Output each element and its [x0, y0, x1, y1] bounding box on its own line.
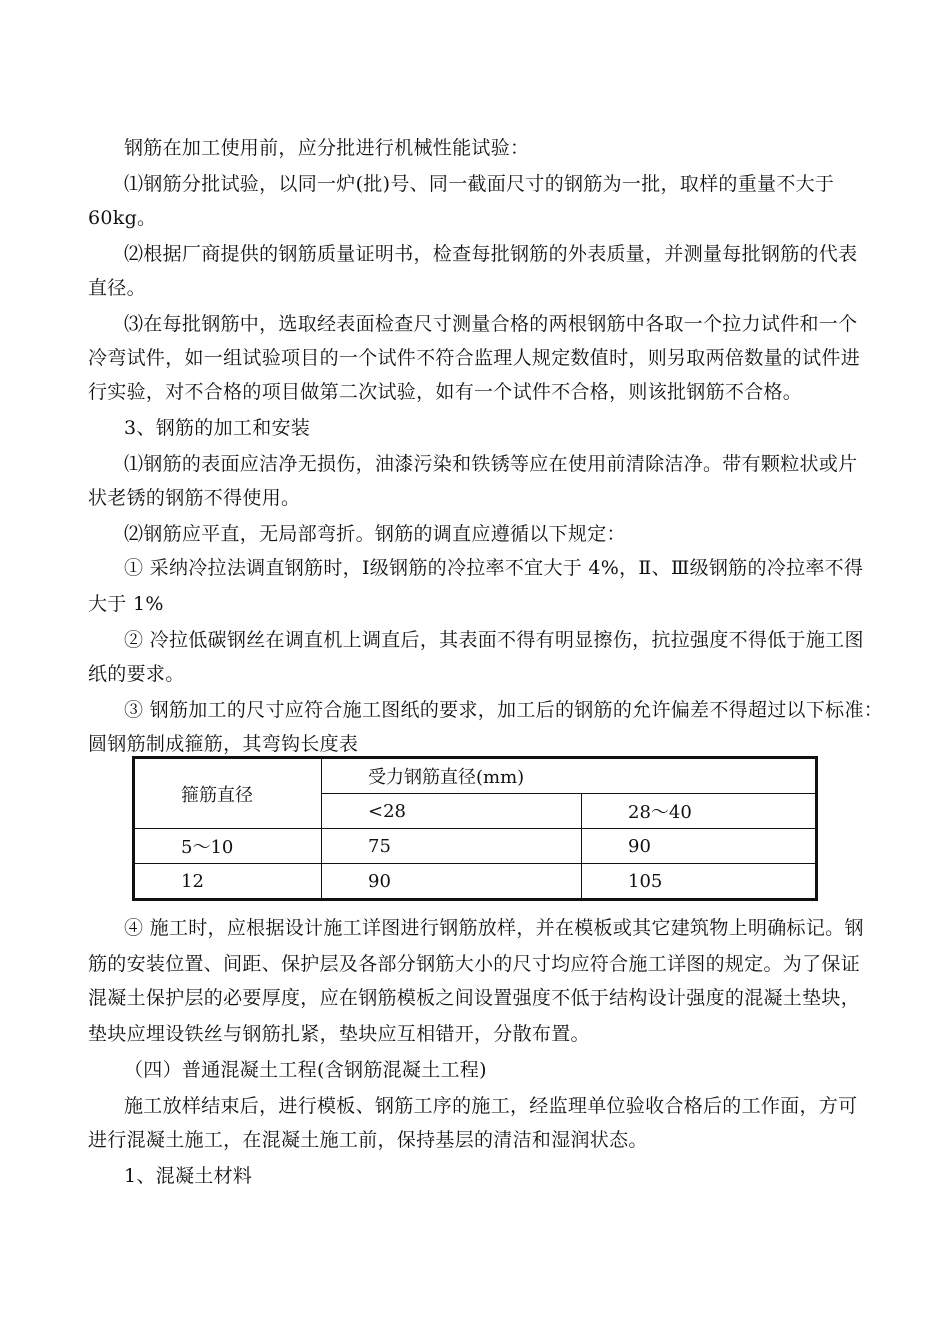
table-cell: 12	[134, 864, 322, 900]
table-row	[134, 829, 817, 864]
paragraph-line: ⑵根据厂商提供的钢筋质量证明书，检查每批钢筋的外表质量，并测量每批钢筋的代表	[124, 243, 858, 265]
table-subheader: 28～40	[582, 794, 817, 829]
paragraph-line: ③ 钢筋加工的尺寸应符合施工图纸的要求，加工后的钢筋的允许偏差不得超过以下标准：	[124, 699, 884, 721]
paragraph-line: 大于 1%	[88, 593, 164, 615]
section-heading: 1、混凝土材料	[124, 1165, 253, 1187]
table-header-group: 受力钢筋直径(mm)	[322, 758, 817, 794]
table-cell: 90	[322, 864, 582, 900]
paragraph-line: ④ 施工时，应根据设计施工详图进行钢筋放样，并在模板或其它建筑物上明确标记。钢	[124, 917, 864, 939]
paragraph-line: 钢筋在加工使用前，应分批进行机械性能试验：	[124, 137, 530, 159]
section-heading: （四）普通混凝土工程(含钢筋混凝土工程)	[124, 1059, 487, 1081]
paragraph-line: 混凝土保护层的必要厚度，应在钢筋模板之间设置强度不低于结构设计强度的混凝土垫块，	[88, 987, 861, 1009]
paragraph-line: ⑴钢筋分批试验，以同一炉(批)号、同一截面尺寸的钢筋为一批，取样的重量不大于	[124, 173, 835, 195]
paragraph-line: 状老锈的钢筋不得使用。	[88, 487, 301, 509]
table-subheader: <28	[322, 794, 582, 829]
paragraph-line: 筋的安装位置、间距、保护层及各部分钢筋大小的尺寸均应符合施工详图的规定。为了保证	[88, 953, 861, 975]
paragraph-line: 直径。	[88, 277, 146, 299]
table-cell: 105	[582, 864, 817, 900]
table-header-stirrup-diameter: 箍筋直径	[134, 758, 322, 829]
stirrup-hook-length-table	[132, 756, 818, 901]
paragraph-line: ⑵钢筋应平直，无局部弯折。钢筋的调直应遵循以下规定：	[124, 523, 626, 545]
table-cell: 5～10	[134, 829, 322, 864]
table-row	[134, 864, 817, 900]
paragraph-line: 纸的要求。	[88, 663, 185, 685]
paragraph-line: 施工放样结束后，进行模板、钢筋工序的施工，经监理单位验收合格后的工作面，方可	[124, 1095, 858, 1117]
section-heading: 3、钢筋的加工和安装	[124, 417, 311, 439]
table-caption: 圆钢筋制成箍筋，其弯钩长度表	[88, 733, 359, 755]
table-cell: 75	[322, 829, 582, 864]
paragraph-line: ⑶在每批钢筋中，选取经表面检查尺寸测量合格的两根钢筋中各取一个拉力试件和一个	[124, 313, 858, 335]
paragraph-line: 垫块应埋设铁丝与钢筋扎紧，垫块应互相错开，分散布置。	[88, 1023, 590, 1045]
paragraph-line: 行实验，对不合格的项目做第二次试验，如有一个试件不合格，则该批钢筋不合格。	[88, 381, 803, 403]
paragraph-line: 冷弯试件，如一组试验项目的一个试件不符合监理人规定数值时，则另取两倍数量的试件进	[88, 347, 861, 369]
paragraph-line: ① 采纳冷拉法调直钢筋时，Ⅰ级钢筋的冷拉率不宜大于 4%，Ⅱ、Ⅲ级钢筋的冷拉率不得	[124, 557, 864, 579]
paragraph-line: 60kg。	[88, 207, 157, 229]
paragraph-line: ② 冷拉低碳钢丝在调直机上调直后，其表面不得有明显擦伤，抗拉强度不得低于施工图	[124, 629, 864, 651]
paragraph-line: ⑴钢筋的表面应洁净无损伤，油漆污染和铁锈等应在使用前清除洁净。带有颗粒状或片	[124, 453, 858, 475]
paragraph-line: 进行混凝土施工，在混凝土施工前，保持基层的清洁和湿润状态。	[88, 1129, 648, 1151]
table-cell: 90	[582, 829, 817, 864]
